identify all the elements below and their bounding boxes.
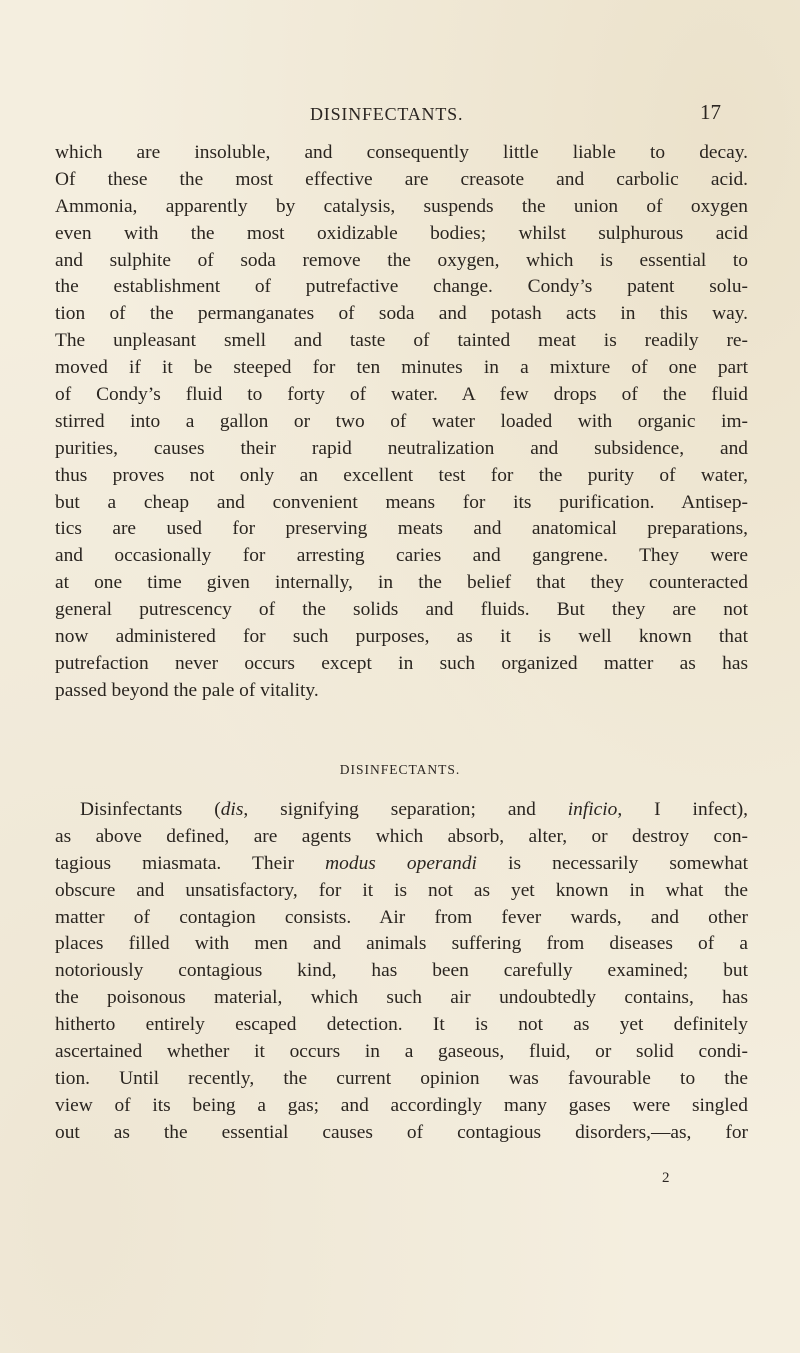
- text-line: of Condy’s fluid to forty of water. A few drops of the fluid: [55, 384, 748, 406]
- text-span: tagious miasmata. Their: [55, 852, 326, 874]
- text-line: out as the essential causes of contagious disorders,—as, for: [55, 1121, 748, 1143]
- text-line: at one time given internally, in the belief that they counteracted: [55, 572, 748, 594]
- text-span: , signifying separation; and: [243, 799, 568, 820]
- text-line: purities, causes their rapid neutralization and subsidence, and: [55, 437, 748, 459]
- text-line: notoriously contagious kind, has been carefully examined; but: [55, 960, 748, 982]
- text-span: , I infect),: [617, 799, 748, 820]
- text-line: tion of the permanganates of soda and potash acts in this way.: [55, 303, 748, 325]
- text-line: as above defined, are agents which absorb, alter, or destroy con-: [55, 825, 748, 847]
- text-line: hitherto entirely escaped detection. It is not as yet definitely: [55, 1014, 748, 1036]
- text-span: Disinfectants (: [80, 799, 221, 820]
- italic-term: dis: [220, 799, 244, 820]
- italic-term: modus operandi: [325, 852, 477, 874]
- running-head: DISINFECTANTS.: [310, 104, 464, 124]
- page-number: 17: [700, 100, 721, 124]
- text-line: obscure and unsatisfactory, for it is not as yet known in what the: [55, 879, 748, 901]
- text-line: [55, 851, 748, 878]
- text-line: matter of contagion consists. Air from fever wards, and other: [55, 906, 748, 928]
- text-line: the establishment of putrefactive change. Condy’s patent solu-: [55, 276, 748, 298]
- text-line: putrefaction never occurs except in such organized matter as has: [55, 652, 748, 674]
- signature-mark: 2: [662, 1170, 670, 1186]
- italic-term: inficio: [567, 799, 618, 820]
- text-line: tics are used for preserving meats and anatomical preparations,: [55, 518, 748, 540]
- text-line: the poisonous material, which such air undoubtedly contains, has: [55, 987, 748, 1009]
- text-line: and sulphite of soda remove the oxygen, which is essential to: [55, 249, 748, 271]
- text-line: [55, 797, 748, 824]
- text-line: stirred into a gallon or two of water loaded with organic im-: [55, 410, 748, 432]
- text-line: Of these the most effective are creasote and carbolic acid.: [55, 168, 748, 190]
- text-line: tion. Until recently, the current opinion was favourable to the: [55, 1067, 748, 1089]
- text-line: general putrescency of the solids and fluids. But they are not: [55, 599, 748, 621]
- text-line: even with the most oxidizable bodies; whilst sulphurous acid: [55, 222, 748, 244]
- paragraph-antiseptics: [55, 140, 748, 705]
- text-line: places filled with men and animals suffering from diseases of a: [55, 933, 748, 955]
- text-line: now administered for such purposes, as it is well known that: [55, 626, 748, 648]
- text-line: moved if it be steeped for ten minutes in a mixture of one part: [55, 357, 748, 379]
- text-line: The unpleasant smell and taste of tainted meat is readily re-: [55, 330, 748, 352]
- text-line: Ammonia, apparently by catalysis, suspends the union of oxygen: [55, 195, 748, 217]
- text-line: but a cheap and convenient means for its purification. Antisep-: [55, 491, 748, 513]
- text-line: ascertained whether it occurs in a gaseous, fluid, or solid condi-: [55, 1041, 748, 1063]
- section-heading: DISINFECTANTS.: [339, 762, 461, 777]
- text-line: thus proves not only an excellent test for the purity of water,: [55, 464, 748, 486]
- text-span: is necessarily somewhat: [476, 852, 748, 874]
- text-line: which are insoluble, and consequently little liable to decay.: [55, 142, 748, 163]
- paragraph-disinfectants: [55, 797, 748, 1147]
- text-line: passed beyond the pale of vitality.: [55, 679, 319, 701]
- text-line: view of its being a gas; and accordingly many gases were singled: [55, 1094, 748, 1116]
- text-line: and occasionally for arresting caries and gangrene. They were: [55, 545, 748, 567]
